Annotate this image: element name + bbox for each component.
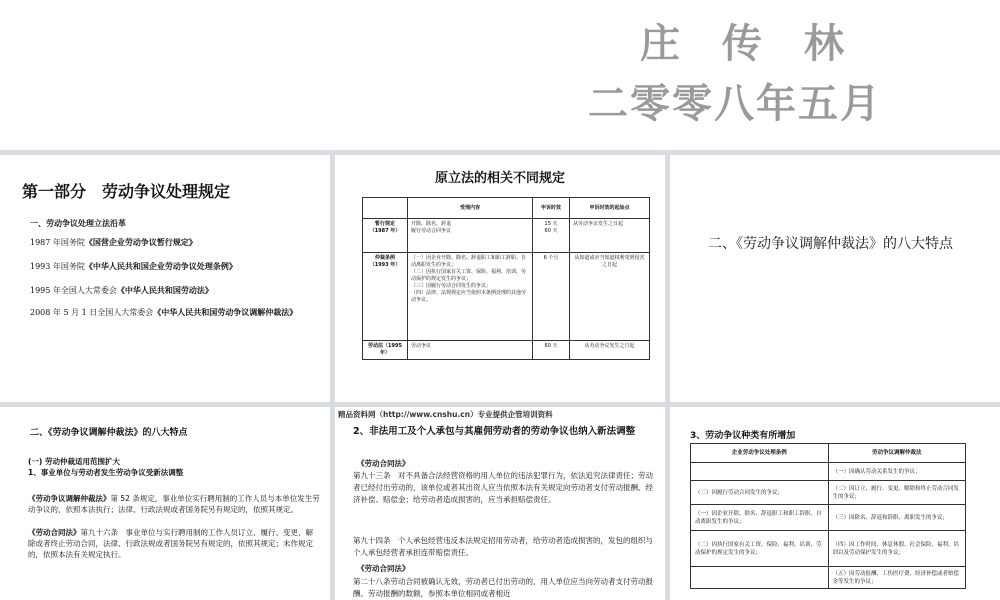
table-cell <box>691 567 829 589</box>
title-slide[interactable] <box>0 0 1000 150</box>
slide-heading: 2、非法用工及个人承包与其雇佣劳动者的劳动争议也纳入新法调整 <box>353 426 636 437</box>
history-item: 1993 年国务院《中华人民共和国企业劳动争议处理条例》 <box>30 262 237 271</box>
slide-comparison-table[interactable] <box>335 155 665 402</box>
table-cell: （三）因除名、辞退和辞职、离职发生的争议； <box>828 505 966 531</box>
history-item: 1987 年国务院《国营企业劳动争议暂行规定》 <box>30 238 197 247</box>
paragraph: 第二十八条劳动合同被确认无效，劳动者已付出劳动的，用人单位应当向劳动者支付劳动报酬。劳动报酬的数额，参照本单位相同或者相近 <box>353 577 653 598</box>
section-label: (一) 劳动仲裁适用范围扩大 <box>28 457 120 466</box>
paragraph: 第九十三条 对不具备合法经营资格的用人单位的违法犯罪行为，依法追究法律责任；劳动者已经付出劳动的，该单位或者其出资人应当依照本法有关规定向劳动者支付劳动报酬、经济补偿、赔偿金；给劳动者造成损害的，应当承担赔偿责任。 <box>353 471 653 504</box>
table-row <box>363 219 650 253</box>
paragraph: 《劳动合同法》第九十六条 事业单位与实行聘用制的工作人员订立、履行、变更、解除或者终止劳动合同，法律、行政法规或者国务院另有规定的，依照其规定；未作规定的，依照本法有关规定执行。 <box>28 528 313 559</box>
table-cell: （二）因执行国家有关工资、保险、福利、培训、劳动保护的规定发生的争议； <box>691 531 829 567</box>
table-cell: 劳动争议 <box>408 341 533 360</box>
slide-dispute-types[interactable] <box>670 407 1000 600</box>
table-cell: （四）因工作时间、休息休假、社会保险、福利、培训以及劳动保护发生的争议； <box>828 531 966 567</box>
point-label: 1、事业单位与劳动者发生劳动争议受新法调整 <box>28 468 184 477</box>
table-header <box>363 198 408 219</box>
table-cell: 15 天 60 天 <box>533 219 570 253</box>
table-row <box>363 341 650 360</box>
slide-legislative-history[interactable] <box>0 155 330 402</box>
table-row <box>691 481 966 505</box>
slide-title: 原立法的相关不同规定 <box>434 171 565 186</box>
table-cell: 暂行规定（1987 年） <box>363 219 408 253</box>
slide-title: 第一部分 劳动争议处理规定 <box>22 182 231 201</box>
table-cell: 60 天 <box>533 341 570 360</box>
table-cell: （一）因企业开除、除名、辞退职工和职工辞职、自动离职发生的争议； （二）因执行国家有关工资、保险、福利、培训、劳动保护的规定发生的争议； （三）因履行劳动合同发生的争议； （四）法律、法规规定应当依照本条例处理的其他劳动争议。 <box>408 253 533 341</box>
table-header-row <box>691 444 966 463</box>
watermark-banner: 精品资料网（http://www.cnshu.cn）专业提供企管培训资料 <box>338 410 553 419</box>
table-cell: 劳动法（1995 年） <box>363 341 408 360</box>
paragraph: 第九十四条 个人承包经营违反本法规定招用劳动者，给劳动者造成损害的，发包的组织与个人承包经营者承担连带赔偿责任。 <box>353 536 653 557</box>
table-row <box>691 567 966 589</box>
table-cell: （一）因确认劳动关系发生的争议； <box>828 463 966 481</box>
slide-section-heading[interactable] <box>670 155 1000 402</box>
presentation-date: 二零零八年五月 <box>588 81 882 127</box>
table-header: 受理内容 <box>408 198 533 219</box>
table-cell: （三）因履行劳动合同发生的争议； <box>691 481 829 505</box>
table-cell <box>691 463 829 481</box>
paragraph: 《劳动争议调解仲裁法》第 52 条规定，事业单位实行聘用制的工作人员与本单位发生劳动争议的，依照本法执行；法律、行政法规或者国务院另有规定的，依照其规定。 <box>28 494 320 514</box>
table-cell: （二）因订立、履行、变更、解除和终止劳动合同发生的争议； <box>828 481 966 505</box>
table-cell: （五）因劳动报酬、工伤医疗费、经济补偿或者赔偿金等发生的争议； <box>828 567 966 589</box>
slide-subtitle: 一、劳动争议处理立法沿革 <box>30 219 126 228</box>
law-label: 《劳动合同法》 <box>357 564 410 573</box>
slide-illegal-employment[interactable] <box>335 407 665 600</box>
table-header: 企业劳动争议处理条例 <box>691 444 829 463</box>
author-name: 庄 传 林 <box>640 21 858 67</box>
section-heading: 二、《劳动争议调解仲裁法》的八大特点 <box>708 236 953 252</box>
table-cell: 6 个月 <box>533 253 570 341</box>
table-row <box>363 253 650 341</box>
table-header-row <box>363 198 650 219</box>
table-cell: 从劳动争议发生之日起 <box>570 219 650 253</box>
table-cell: 开除、除名、辞退 履行劳动合同争议 <box>408 219 533 253</box>
table-cell: （一）因企业开除、除名、辞退职工和职工辞职、自动离职发生的争议； <box>691 505 829 531</box>
table-cell: 从知道或应当知道权利受到侵害之日起 <box>570 253 650 341</box>
history-item: 2008 年 5 月 1 日全国人大常委会《中华人民共和国劳动争议调解仲裁法》 <box>30 308 298 317</box>
table-row <box>691 505 966 531</box>
table-cell: 从劳动争议发生之日起 <box>570 341 650 360</box>
table-header: 申诉时效 <box>533 198 570 219</box>
table-row <box>691 463 966 481</box>
table-row <box>691 531 966 567</box>
slide-heading: 3、劳动争议种类有所增加 <box>690 431 796 441</box>
regulation-table <box>362 197 650 360</box>
law-label: 《劳动合同法》 <box>357 459 410 468</box>
table-header: 申诉时效的起始点 <box>570 198 650 219</box>
table-cell: 仲裁条例（1993 年） <box>363 253 408 341</box>
slide-heading: 二、《劳动争议调解仲裁法》的八大特点 <box>30 428 188 438</box>
comparison-table <box>690 443 966 589</box>
history-item: 1995 年全国人大常委会《中华人民共和国劳动法》 <box>30 286 213 295</box>
slide-scope-expansion[interactable] <box>0 407 330 600</box>
table-header: 劳动争议调解仲裁法 <box>828 444 966 463</box>
